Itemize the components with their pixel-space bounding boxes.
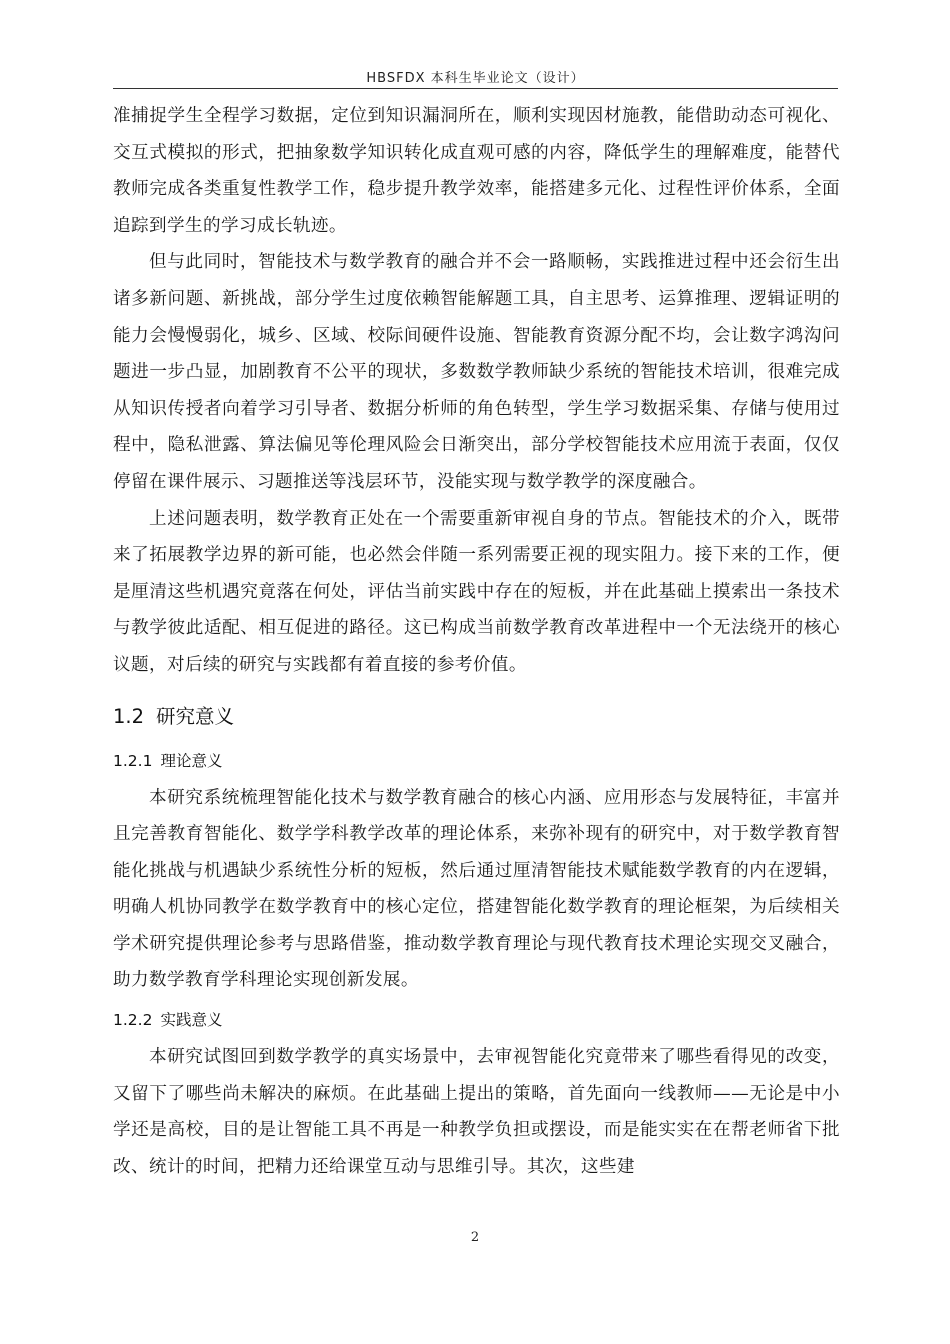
running-header: HBSFDX 本科生毕业论文（设计） — [366, 71, 585, 86]
paragraph-practice: 本研究试图回到数学教学的真实场景中，去审视智能化究竟带来了哪些看得见的改变，又留下了哪些尚未解决的麻烦。在此基础上提出的策略，首先面向一线教师——无论是中小学还是高校，目的是让智能工具不再是一种教学负担或摆设，而是能实实在在帮老师省下批改、统计的时间，把精力还给课堂互动与思维引导。其次，这些建 — [113, 1047, 840, 1177]
page-body — [113, 98, 840, 1185]
header-rule — [113, 88, 838, 89]
page-number: 2 — [470, 1230, 480, 1245]
paragraph-continued: 准捕捉学生全程学习数据，定位到知识漏洞所在，顺利实现因材施教，能借助动态可视化、交互式模拟的形式，把抽象数学知识转化成直观可感的内容，降低学生的理解难度，能替代教师完成各类重复性教学工作，稳步提升教学效率，能搭建多元化、过程性评价体系，全面追踪到学生的学习成长轨迹。 — [113, 106, 840, 236]
section-heading-1-2 — [113, 694, 840, 740]
paragraph-challenges: 但与此同时，智能技术与数学教育的融合并不会一路顺畅，实践推进过程中还会衍生出诸多新问题、新挑战，部分学生过度依赖智能解题工具，自主思考、运算推理、逻辑证明的能力会慢慢弱化，城乡、区域、校际间硬件设施、智能教育资源分配不均，会让数字鸿沟问题进一步凸显，加剧教育不公平的现状，多数数学教师缺少系统的智能技术培训，很难完成从知识传授者向着学习引导者、数据分析师的角色转型，学生学习数据采集、存储与使用过程中，隐私泄露、算法偏见等伦理风险会日渐突出，部分学校智能技术应用流于表面，仅仅停留在课件展示、习题推送等浅层环节，没能实现与数学教学的深度融合。 — [113, 252, 840, 492]
subsection-title: 实践意义 — [160, 1011, 223, 1030]
section-number: 1.2 — [113, 704, 145, 728]
paragraph-theory: 本研究系统梳理智能化技术与数学教育融合的核心内涵、应用形态与发展特征，丰富并且完善教育智能化、数学学科教学改革的理论体系，来弥补现有的研究中，对于数学教育智能化挑战与机遇缺少系统性分析的短板，然后通过厘清智能技术赋能数学教育的内在逻辑，明确人机协同教学在数学教育中的核心定位，搭建智能化数学教育的理论框架，为后续相关学术研究提供理论参考与思路借鉴，推动数学教育理论与现代教育技术理论实现交叉融合，助力数学教育学科理论实现创新发展。 — [113, 787, 840, 991]
subsection-heading-1-2-1 — [113, 742, 840, 780]
subsection-number: 1.2.2 — [113, 1011, 153, 1030]
subsection-heading-1-2-2 — [113, 1001, 840, 1039]
paragraph-summary: 上述问题表明，数学教育正处在一个需要重新审视自身的节点。智能技术的介入，既带来了拓展教学边界的新可能，也必然会伴随一系列需要正视的现实阻力。接下来的工作，便是厘清这些机遇究竟落在何处，评估当前实践中存在的短板，并在此基础上摸索出一条技术与教学彼此适配、相互促进的路径。这已构成当前数学教育改革进程中一个无法绕开的核心议题，对后续的研究与实践都有着直接的参考价值。 — [113, 508, 840, 675]
section-title: 研究意义 — [156, 704, 235, 728]
subsection-number: 1.2.1 — [113, 751, 153, 770]
subsection-title: 理论意义 — [160, 751, 223, 770]
